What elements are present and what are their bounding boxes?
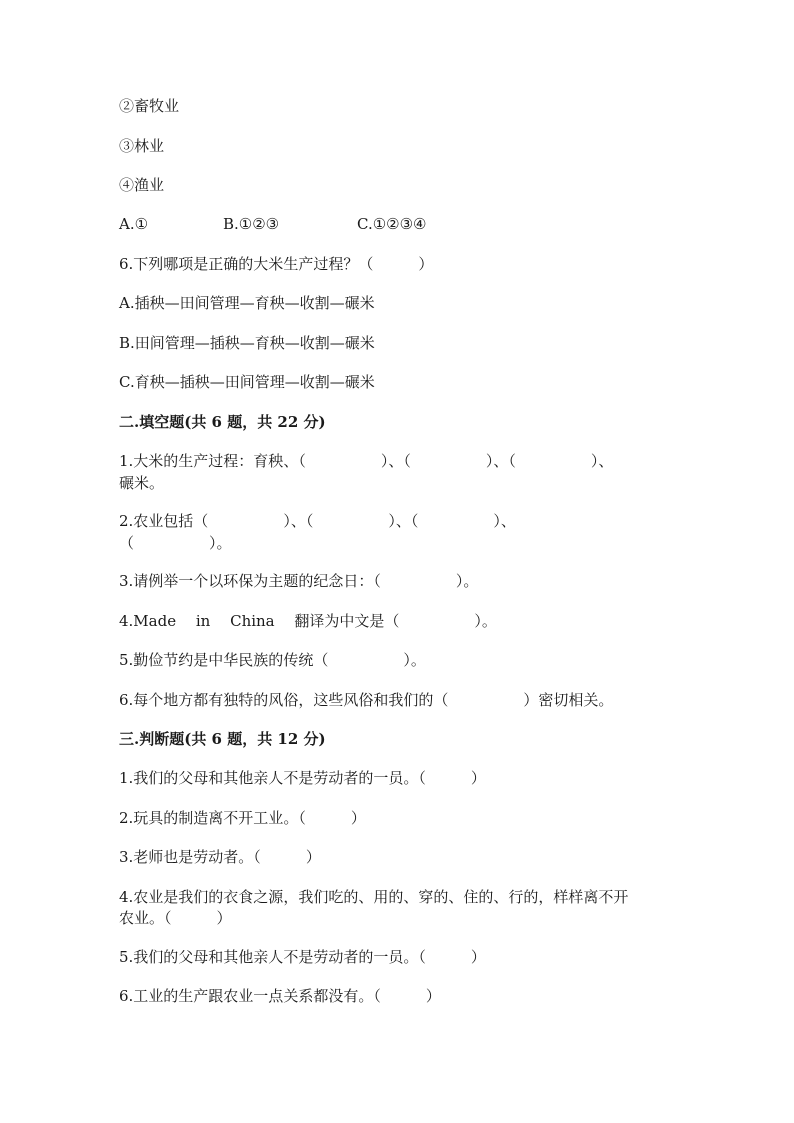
fill-q1-line2: 碾米。 — [119, 474, 165, 492]
fill-q1-line1: 1.大米的生产过程：育秧、（ ）、（ ）、（ ）、 — [119, 452, 614, 470]
judge-q2: 2.玩具的制造离不开工业。（ ） — [119, 809, 366, 827]
option-fishery: ④渔业 — [119, 176, 165, 194]
section-3-title: 三.判断题(共 6 题，共 12 分) — [119, 730, 326, 748]
choice-b: B.①②③ — [223, 215, 280, 233]
question-6-option-a: A.插秧—田间管理—育秧—收割—碾米 — [119, 294, 375, 312]
fill-q2-line1: 2.农业包括（ ）、（ ）、（ ）、 — [119, 512, 516, 530]
choice-row — [119, 213, 427, 235]
choice-c: C.①②③④ — [357, 215, 427, 233]
fill-q4: 4.Made in China 翻译为中文是（ ）。 — [119, 612, 497, 630]
option-animal-husbandry: ②畜牧业 — [119, 97, 180, 115]
judge-q4-line2: 农业。（ ） — [119, 909, 232, 927]
question-6-option-b: B.田间管理—插秧—育秧—收割—碾米 — [119, 334, 375, 352]
judge-q6: 6.工业的生产跟农业一点关系都没有。（ ） — [119, 987, 441, 1005]
fill-q3: 3.请例举一个以环保为主题的纪念日：（ ）。 — [119, 572, 479, 590]
question-6-option-c: C.育秧—插秧—田间管理—收割—碾米 — [119, 373, 375, 391]
judge-q5: 5.我们的父母和其他亲人不是劳动者的一员。（ ） — [119, 948, 486, 966]
fill-q6: 6.每个地方都有独特的风俗，这些风俗和我们的（ ）密切相关。 — [119, 691, 614, 709]
option-forestry: ③林业 — [119, 137, 165, 155]
judge-q4-line1: 4.农业是我们的衣食之源，我们吃的、用的、穿的、住的、行的，样样离不开 — [119, 888, 629, 906]
question-6-stem: 6.下列哪项是正确的大米生产过程？（ ） — [119, 255, 434, 273]
judge-q3: 3.老师也是劳动者。（ ） — [119, 848, 321, 866]
section-2-title: 二.填空题(共 6 题，共 22 分) — [119, 413, 326, 431]
fill-q2-line2: （ ）。 — [119, 534, 232, 552]
judge-q1: 1.我们的父母和其他亲人不是劳动者的一员。（ ） — [119, 769, 486, 787]
choice-a: A.① — [119, 215, 149, 233]
fill-q5: 5.勤俭节约是中华民族的传统（ ）。 — [119, 651, 426, 669]
